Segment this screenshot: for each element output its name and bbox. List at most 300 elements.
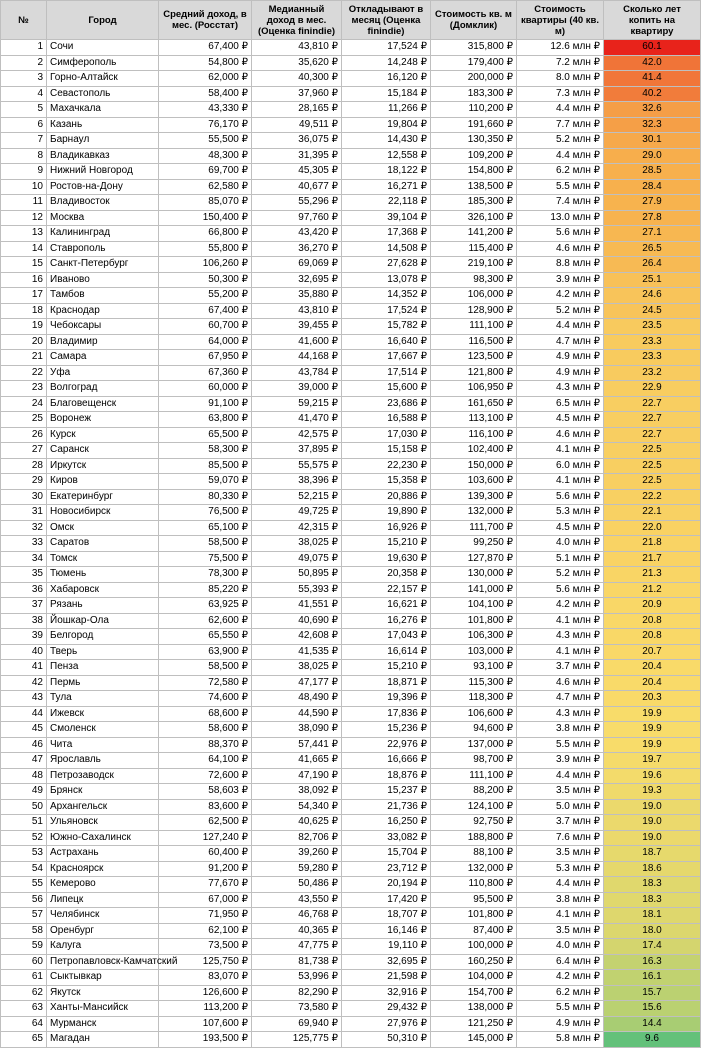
cell-sqm-price: 116,100 ₽ — [431, 427, 517, 443]
cell-years: 19.0 — [604, 830, 701, 846]
cell-flat-price: 6.4 млн ₽ — [517, 954, 604, 970]
cell-num: 49 — [1, 784, 47, 800]
cell-num: 8 — [1, 148, 47, 164]
cell-city: Новосибирск — [47, 505, 159, 521]
cell-years: 16.1 — [604, 970, 701, 986]
cell-years: 41.4 — [604, 71, 701, 87]
cell-median-income: 49,725 ₽ — [252, 505, 342, 521]
cell-avg-income: 76,500 ₽ — [159, 505, 252, 521]
cell-monthly-savings: 11,266 ₽ — [342, 102, 431, 118]
table-row — [1, 861, 701, 877]
cell-years: 32.3 — [604, 117, 701, 133]
table-row — [1, 210, 701, 226]
cell-median-income: 52,215 ₽ — [252, 489, 342, 505]
cell-flat-price: 4.9 млн ₽ — [517, 350, 604, 366]
cell-median-income: 42,608 ₽ — [252, 629, 342, 645]
cell-monthly-savings: 20,886 ₽ — [342, 489, 431, 505]
table-row — [1, 985, 701, 1001]
cell-years: 19.0 — [604, 799, 701, 815]
cell-monthly-savings: 17,043 ₽ — [342, 629, 431, 645]
cell-avg-income: 63,925 ₽ — [159, 598, 252, 614]
cell-years: 23.5 — [604, 319, 701, 335]
cell-num: 20 — [1, 334, 47, 350]
cell-years: 21.3 — [604, 567, 701, 583]
cell-flat-price: 4.1 млн ₽ — [517, 908, 604, 924]
cell-median-income: 97,760 ₽ — [252, 210, 342, 226]
cell-avg-income: 58,400 ₽ — [159, 86, 252, 102]
cell-avg-income: 55,200 ₽ — [159, 288, 252, 304]
cell-years: 14.4 — [604, 1016, 701, 1032]
cell-years: 32.6 — [604, 102, 701, 118]
cell-city: Петропавловск-Камчатский — [47, 954, 159, 970]
cell-flat-price: 12.6 млн ₽ — [517, 40, 604, 56]
cell-years: 19.0 — [604, 815, 701, 831]
cell-median-income: 41,551 ₽ — [252, 598, 342, 614]
table-row — [1, 226, 701, 242]
cell-num: 37 — [1, 598, 47, 614]
cell-sqm-price: 116,500 ₽ — [431, 334, 517, 350]
cell-sqm-price: 113,100 ₽ — [431, 412, 517, 428]
cell-monthly-savings: 16,250 ₽ — [342, 815, 431, 831]
table-row — [1, 1032, 701, 1048]
cell-sqm-price: 188,800 ₽ — [431, 830, 517, 846]
cell-sqm-price: 132,000 ₽ — [431, 861, 517, 877]
cell-city: Уфа — [47, 365, 159, 381]
cell-flat-price: 6.5 млн ₽ — [517, 396, 604, 412]
cell-median-income: 42,315 ₽ — [252, 520, 342, 536]
cell-city: Сочи — [47, 40, 159, 56]
cell-flat-price: 5.1 млн ₽ — [517, 551, 604, 567]
cell-median-income: 40,365 ₽ — [252, 923, 342, 939]
cell-city: Брянск — [47, 784, 159, 800]
cell-flat-price: 4.4 млн ₽ — [517, 768, 604, 784]
cell-num: 22 — [1, 365, 47, 381]
table-row — [1, 737, 701, 753]
cell-years: 22.2 — [604, 489, 701, 505]
cell-num: 44 — [1, 706, 47, 722]
cell-sqm-price: 103,600 ₽ — [431, 474, 517, 490]
cell-median-income: 37,895 ₽ — [252, 443, 342, 459]
cell-num: 38 — [1, 613, 47, 629]
cell-num: 41 — [1, 660, 47, 676]
cell-sqm-price: 104,100 ₽ — [431, 598, 517, 614]
cell-avg-income: 85,220 ₽ — [159, 582, 252, 598]
cell-city: Йошкар-Ола — [47, 613, 159, 629]
cell-sqm-price: 128,900 ₽ — [431, 303, 517, 319]
cell-sqm-price: 138,500 ₽ — [431, 179, 517, 195]
cell-avg-income: 68,600 ₽ — [159, 706, 252, 722]
cell-city: Липецк — [47, 892, 159, 908]
cell-years: 19.3 — [604, 784, 701, 800]
cell-monthly-savings: 14,248 ₽ — [342, 55, 431, 71]
cell-monthly-savings: 13,078 ₽ — [342, 272, 431, 288]
cell-median-income: 36,075 ₽ — [252, 133, 342, 149]
cell-flat-price: 8.0 млн ₽ — [517, 71, 604, 87]
table-row — [1, 133, 701, 149]
cell-years: 19.6 — [604, 768, 701, 784]
cell-city: Иваново — [47, 272, 159, 288]
cell-num: 18 — [1, 303, 47, 319]
table-row — [1, 551, 701, 567]
cell-num: 51 — [1, 815, 47, 831]
cell-monthly-savings: 16,666 ₽ — [342, 753, 431, 769]
cell-median-income: 38,025 ₽ — [252, 536, 342, 552]
cell-num: 33 — [1, 536, 47, 552]
table-row — [1, 691, 701, 707]
table-row — [1, 412, 701, 428]
cell-years: 18.0 — [604, 923, 701, 939]
cell-years: 24.6 — [604, 288, 701, 304]
table-row — [1, 334, 701, 350]
cell-flat-price: 4.3 млн ₽ — [517, 629, 604, 645]
cell-city: Тверь — [47, 644, 159, 660]
cell-avg-income: 43,330 ₽ — [159, 102, 252, 118]
table-row — [1, 768, 701, 784]
cell-monthly-savings: 32,695 ₽ — [342, 954, 431, 970]
cell-num: 19 — [1, 319, 47, 335]
cell-num: 42 — [1, 675, 47, 691]
cell-sqm-price: 127,870 ₽ — [431, 551, 517, 567]
table-row — [1, 303, 701, 319]
cell-monthly-savings: 19,804 ₽ — [342, 117, 431, 133]
cell-monthly-savings: 15,237 ₽ — [342, 784, 431, 800]
cell-avg-income: 59,070 ₽ — [159, 474, 252, 490]
cell-avg-income: 67,000 ₽ — [159, 892, 252, 908]
cell-monthly-savings: 15,210 ₽ — [342, 660, 431, 676]
cell-median-income: 69,940 ₽ — [252, 1016, 342, 1032]
cell-city: Курск — [47, 427, 159, 443]
table-row — [1, 148, 701, 164]
cell-city: Владикавказ — [47, 148, 159, 164]
cell-sqm-price: 137,000 ₽ — [431, 737, 517, 753]
cell-sqm-price: 94,600 ₽ — [431, 722, 517, 738]
cell-avg-income: 58,500 ₽ — [159, 536, 252, 552]
cell-sqm-price: 111,100 ₽ — [431, 319, 517, 335]
table-row — [1, 567, 701, 583]
cell-flat-price: 5.3 млн ₽ — [517, 861, 604, 877]
table-row — [1, 55, 701, 71]
cell-city: Владивосток — [47, 195, 159, 211]
cell-sqm-price: 106,300 ₽ — [431, 629, 517, 645]
cell-monthly-savings: 27,628 ₽ — [342, 257, 431, 273]
header-city: Город — [47, 1, 159, 40]
cell-monthly-savings: 15,236 ₽ — [342, 722, 431, 738]
cell-monthly-savings: 17,524 ₽ — [342, 303, 431, 319]
cell-num: 3 — [1, 71, 47, 87]
cell-num: 9 — [1, 164, 47, 180]
table-row — [1, 675, 701, 691]
cell-years: 23.2 — [604, 365, 701, 381]
cell-monthly-savings: 17,420 ₽ — [342, 892, 431, 908]
cell-years: 19.9 — [604, 706, 701, 722]
header-avg-income: Средний доход, в мес. (Росстат) — [159, 1, 252, 40]
table-row — [1, 319, 701, 335]
table-row — [1, 365, 701, 381]
table-row — [1, 117, 701, 133]
cell-flat-price: 4.7 млн ₽ — [517, 334, 604, 350]
table-row — [1, 288, 701, 304]
cell-city: Мурманск — [47, 1016, 159, 1032]
table-row — [1, 923, 701, 939]
cell-num: 62 — [1, 985, 47, 1001]
cell-median-income: 47,177 ₽ — [252, 675, 342, 691]
cell-avg-income: 106,260 ₽ — [159, 257, 252, 273]
table-row — [1, 164, 701, 180]
cell-num: 59 — [1, 939, 47, 955]
table-row — [1, 505, 701, 521]
cell-monthly-savings: 16,621 ₽ — [342, 598, 431, 614]
cell-avg-income: 65,100 ₽ — [159, 520, 252, 536]
cell-sqm-price: 101,800 ₽ — [431, 613, 517, 629]
cell-years: 22.1 — [604, 505, 701, 521]
table-row — [1, 799, 701, 815]
cell-avg-income: 62,580 ₽ — [159, 179, 252, 195]
cell-median-income: 43,810 ₽ — [252, 40, 342, 56]
cell-median-income: 38,396 ₽ — [252, 474, 342, 490]
cell-flat-price: 13.0 млн ₽ — [517, 210, 604, 226]
cell-city: Калуга — [47, 939, 159, 955]
cell-sqm-price: 139,300 ₽ — [431, 489, 517, 505]
cell-years: 17.4 — [604, 939, 701, 955]
cell-sqm-price: 115,400 ₽ — [431, 241, 517, 257]
cell-city: Челябинск — [47, 908, 159, 924]
cell-city: Ижевск — [47, 706, 159, 722]
cell-num: 5 — [1, 102, 47, 118]
cell-avg-income: 60,400 ₽ — [159, 846, 252, 862]
cell-median-income: 50,486 ₽ — [252, 877, 342, 893]
header-monthly-savings: Откладывают в месяц (Оценка finindie) — [342, 1, 431, 40]
cell-sqm-price: 183,300 ₽ — [431, 86, 517, 102]
cell-city: Чебоксары — [47, 319, 159, 335]
cell-flat-price: 4.1 млн ₽ — [517, 443, 604, 459]
cell-years: 22.5 — [604, 474, 701, 490]
cell-avg-income: 77,670 ₽ — [159, 877, 252, 893]
cell-avg-income: 88,370 ₽ — [159, 737, 252, 753]
cell-num: 57 — [1, 908, 47, 924]
cell-median-income: 38,092 ₽ — [252, 784, 342, 800]
cell-num: 13 — [1, 226, 47, 242]
cell-years: 23.3 — [604, 350, 701, 366]
cell-years: 27.1 — [604, 226, 701, 242]
cell-median-income: 43,550 ₽ — [252, 892, 342, 908]
cell-median-income: 40,677 ₽ — [252, 179, 342, 195]
cell-city: Ульяновск — [47, 815, 159, 831]
cell-median-income: 40,690 ₽ — [252, 613, 342, 629]
cell-years: 27.9 — [604, 195, 701, 211]
cell-monthly-savings: 16,614 ₽ — [342, 644, 431, 660]
cell-city: Красноярск — [47, 861, 159, 877]
cell-median-income: 35,880 ₽ — [252, 288, 342, 304]
cell-monthly-savings: 14,352 ₽ — [342, 288, 431, 304]
cell-median-income: 49,511 ₽ — [252, 117, 342, 133]
cell-avg-income: 50,300 ₽ — [159, 272, 252, 288]
cell-years: 25.1 — [604, 272, 701, 288]
cell-monthly-savings: 22,118 ₽ — [342, 195, 431, 211]
cell-monthly-savings: 20,358 ₽ — [342, 567, 431, 583]
cell-flat-price: 5.0 млн ₽ — [517, 799, 604, 815]
cell-sqm-price: 121,250 ₽ — [431, 1016, 517, 1032]
cell-monthly-savings: 15,782 ₽ — [342, 319, 431, 335]
cell-avg-income: 69,700 ₽ — [159, 164, 252, 180]
cell-sqm-price: 138,000 ₽ — [431, 1001, 517, 1017]
cell-num: 21 — [1, 350, 47, 366]
cell-years: 29.0 — [604, 148, 701, 164]
cell-avg-income: 60,000 ₽ — [159, 381, 252, 397]
cell-monthly-savings: 17,514 ₽ — [342, 365, 431, 381]
cell-sqm-price: 106,000 ₽ — [431, 288, 517, 304]
cell-flat-price: 5.8 млн ₽ — [517, 1032, 604, 1048]
cell-num: 12 — [1, 210, 47, 226]
cell-median-income: 39,455 ₽ — [252, 319, 342, 335]
cell-city: Тамбов — [47, 288, 159, 304]
cell-avg-income: 76,170 ₽ — [159, 117, 252, 133]
cell-avg-income: 67,400 ₽ — [159, 40, 252, 56]
cell-city: Тула — [47, 691, 159, 707]
table-row — [1, 815, 701, 831]
table-row — [1, 784, 701, 800]
cell-sqm-price: 315,800 ₽ — [431, 40, 517, 56]
cell-years: 23.3 — [604, 334, 701, 350]
cell-median-income: 39,260 ₽ — [252, 846, 342, 862]
cell-sqm-price: 95,500 ₽ — [431, 892, 517, 908]
cell-flat-price: 6.2 млн ₽ — [517, 985, 604, 1001]
cell-avg-income: 58,300 ₽ — [159, 443, 252, 459]
cell-avg-income: 66,800 ₽ — [159, 226, 252, 242]
cell-median-income: 42,575 ₽ — [252, 427, 342, 443]
cell-num: 63 — [1, 1001, 47, 1017]
table-row — [1, 381, 701, 397]
cell-avg-income: 62,100 ₽ — [159, 923, 252, 939]
cell-monthly-savings: 15,600 ₽ — [342, 381, 431, 397]
cell-years: 16.3 — [604, 954, 701, 970]
cell-years: 22.5 — [604, 443, 701, 459]
cell-median-income: 55,393 ₽ — [252, 582, 342, 598]
cell-flat-price: 4.3 млн ₽ — [517, 706, 604, 722]
cell-years: 28.5 — [604, 164, 701, 180]
cell-median-income: 59,215 ₽ — [252, 396, 342, 412]
cell-num: 11 — [1, 195, 47, 211]
cell-num: 4 — [1, 86, 47, 102]
cell-median-income: 125,775 ₽ — [252, 1032, 342, 1048]
cell-median-income: 31,395 ₽ — [252, 148, 342, 164]
header-median-income: Медианный доход в мес. (Оценка finindie) — [252, 1, 342, 40]
cell-avg-income: 63,900 ₽ — [159, 644, 252, 660]
cell-monthly-savings: 50,310 ₽ — [342, 1032, 431, 1048]
cell-flat-price: 3.7 млн ₽ — [517, 815, 604, 831]
cell-years: 42.0 — [604, 55, 701, 71]
cell-monthly-savings: 17,030 ₽ — [342, 427, 431, 443]
table-row — [1, 613, 701, 629]
cell-median-income: 73,580 ₽ — [252, 1001, 342, 1017]
table-row — [1, 102, 701, 118]
cell-city: Тюмень — [47, 567, 159, 583]
table-row — [1, 241, 701, 257]
table-row — [1, 179, 701, 195]
cell-median-income: 46,768 ₽ — [252, 908, 342, 924]
table-row — [1, 195, 701, 211]
cell-monthly-savings: 15,210 ₽ — [342, 536, 431, 552]
cell-avg-income: 113,200 ₽ — [159, 1001, 252, 1017]
cell-avg-income: 63,800 ₽ — [159, 412, 252, 428]
cell-median-income: 54,340 ₽ — [252, 799, 342, 815]
cell-years: 19.7 — [604, 753, 701, 769]
cell-monthly-savings: 15,184 ₽ — [342, 86, 431, 102]
cell-median-income: 59,280 ₽ — [252, 861, 342, 877]
cell-city: Киров — [47, 474, 159, 490]
cell-flat-price: 8.8 млн ₽ — [517, 257, 604, 273]
cell-num: 64 — [1, 1016, 47, 1032]
cell-city: Белгород — [47, 629, 159, 645]
cell-city: Ставрополь — [47, 241, 159, 257]
cell-monthly-savings: 29,432 ₽ — [342, 1001, 431, 1017]
cell-monthly-savings: 19,110 ₽ — [342, 939, 431, 955]
cell-avg-income: 65,500 ₽ — [159, 427, 252, 443]
cell-flat-price: 6.0 млн ₽ — [517, 458, 604, 474]
cell-years: 15.6 — [604, 1001, 701, 1017]
cell-sqm-price: 124,100 ₽ — [431, 799, 517, 815]
cell-monthly-savings: 16,146 ₽ — [342, 923, 431, 939]
cell-num: 65 — [1, 1032, 47, 1048]
table-row — [1, 660, 701, 676]
cell-monthly-savings: 17,667 ₽ — [342, 350, 431, 366]
cell-city: Москва — [47, 210, 159, 226]
cell-median-income: 50,895 ₽ — [252, 567, 342, 583]
cell-city: Симферополь — [47, 55, 159, 71]
cell-sqm-price: 200,000 ₽ — [431, 71, 517, 87]
table-row — [1, 474, 701, 490]
cell-avg-income: 72,600 ₽ — [159, 768, 252, 784]
table-row — [1, 396, 701, 412]
cell-years: 20.8 — [604, 629, 701, 645]
header-sqm-price: Стоимость кв. м (Домклик) — [431, 1, 517, 40]
cell-city: Махачкала — [47, 102, 159, 118]
cell-num: 34 — [1, 551, 47, 567]
cell-years: 9.6 — [604, 1032, 701, 1048]
cell-avg-income: 62,500 ₽ — [159, 815, 252, 831]
cell-monthly-savings: 12,558 ₽ — [342, 148, 431, 164]
cell-avg-income: 71,950 ₽ — [159, 908, 252, 924]
cell-median-income: 55,296 ₽ — [252, 195, 342, 211]
table-row — [1, 939, 701, 955]
cell-sqm-price: 145,000 ₽ — [431, 1032, 517, 1048]
cell-avg-income: 127,240 ₽ — [159, 830, 252, 846]
cell-median-income: 44,590 ₽ — [252, 706, 342, 722]
cell-median-income: 49,075 ₽ — [252, 551, 342, 567]
header-flat-price: Стоимость квартиры (40 кв. м) — [517, 1, 604, 40]
cell-sqm-price: 154,700 ₽ — [431, 985, 517, 1001]
cell-median-income: 43,810 ₽ — [252, 303, 342, 319]
cell-city: Омск — [47, 520, 159, 536]
cell-median-income: 45,305 ₽ — [252, 164, 342, 180]
cell-flat-price: 4.6 млн ₽ — [517, 241, 604, 257]
cell-median-income: 28,165 ₽ — [252, 102, 342, 118]
cell-years: 18.3 — [604, 877, 701, 893]
table-row — [1, 257, 701, 273]
header-years: Сколько лет копить на квартиру — [604, 1, 701, 40]
cell-num: 26 — [1, 427, 47, 443]
cell-num: 36 — [1, 582, 47, 598]
cell-sqm-price: 141,000 ₽ — [431, 582, 517, 598]
cell-num: 47 — [1, 753, 47, 769]
cell-avg-income: 80,330 ₽ — [159, 489, 252, 505]
cell-sqm-price: 191,660 ₽ — [431, 117, 517, 133]
cell-years: 20.8 — [604, 613, 701, 629]
cell-flat-price: 3.8 млн ₽ — [517, 892, 604, 908]
table-row — [1, 877, 701, 893]
cell-years: 18.1 — [604, 908, 701, 924]
cell-flat-price: 4.2 млн ₽ — [517, 288, 604, 304]
cell-monthly-savings: 23,712 ₽ — [342, 861, 431, 877]
